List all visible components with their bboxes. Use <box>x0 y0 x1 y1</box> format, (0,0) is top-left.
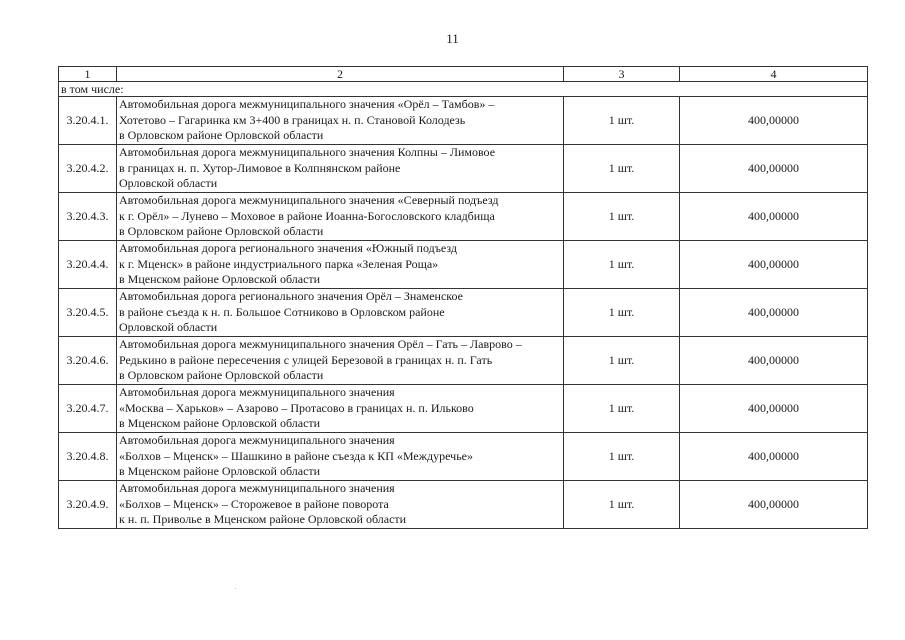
item-number: 3.20.4.2. <box>59 145 117 193</box>
description-line: «Болхов – Мценск» – Шашкино в районе съезда к КП «Междуречье» <box>119 448 473 463</box>
table-row <box>59 337 868 385</box>
description-line: в границах н. п. Хутор-Лимовое в Колпнянском районе <box>119 160 401 175</box>
item-quantity: 1 шт. <box>564 481 680 529</box>
item-value: 400,00000 <box>680 193 868 241</box>
item-number: 3.20.4.6. <box>59 337 117 385</box>
table-row <box>59 145 868 193</box>
table-row <box>59 289 868 337</box>
item-quantity: 1 шт. <box>564 145 680 193</box>
description-line: Орловской области <box>119 176 218 191</box>
description-line: Автомобильная дорога межмуниципального значения Колпны – Лимовое <box>119 145 496 160</box>
description-line: в районе съезда к н. п. Большое Сотниково в Орловском районе <box>119 304 445 319</box>
header-cell-2: 2 <box>117 67 564 82</box>
item-value: 400,00000 <box>680 289 868 337</box>
description-line: Автомобильная дорога межмуниципального значения «Орёл – Тамбов» – <box>119 97 495 112</box>
table-row <box>59 241 868 289</box>
item-description <box>117 97 564 145</box>
item-quantity: 1 шт. <box>564 289 680 337</box>
item-description <box>117 337 564 385</box>
description-line: Автомобильная дорога межмуниципального значения <box>119 433 395 448</box>
description-line: Автомобильная дорога межмуниципального значения <box>119 481 395 496</box>
item-quantity: 1 шт. <box>564 433 680 481</box>
description-line: Автомобильная дорога межмуниципального значения Орёл – Гать – Лаврово – <box>119 337 522 352</box>
item-number: 3.20.4.8. <box>59 433 117 481</box>
description-line: Редькино в районе пересечения с улицей Березовой в границах н. п. Гать <box>119 352 493 367</box>
description-line: к н. п. Приволье в Мценском районе Орловской области <box>119 512 407 527</box>
description-line: Автомобильная дорога межмуниципального значения <box>119 385 395 400</box>
item-description <box>117 481 564 529</box>
item-description <box>117 385 564 433</box>
scan-speck <box>235 588 236 589</box>
description-line: Автомобильная дорога регионального значения Орёл – Знаменское <box>119 289 463 304</box>
item-number: 3.20.4.5. <box>59 289 117 337</box>
table-row <box>59 481 868 529</box>
subheader-cell: в том числе: <box>59 82 868 97</box>
item-value: 400,00000 <box>680 241 868 289</box>
item-value: 400,00000 <box>680 481 868 529</box>
header-cell-1: 1 <box>59 67 117 82</box>
item-quantity: 1 шт. <box>564 193 680 241</box>
item-quantity: 1 шт. <box>564 241 680 289</box>
subheader-row <box>59 82 868 97</box>
item-number: 3.20.4.1. <box>59 97 117 145</box>
item-value: 400,00000 <box>680 337 868 385</box>
header-row <box>59 67 868 82</box>
item-description <box>117 433 564 481</box>
item-description <box>117 289 564 337</box>
description-line: в Мценском районе Орловской области <box>119 416 321 431</box>
description-line: в Мценском районе Орловской области <box>119 464 321 479</box>
item-number: 3.20.4.9. <box>59 481 117 529</box>
table-row <box>59 97 868 145</box>
description-line: Хотетово – Гагаринка км 3+400 в границах н. п. Становой Колодезь <box>119 112 466 127</box>
description-line: «Болхов – Мценск» – Сторожевое в районе поворота <box>119 496 389 511</box>
item-value: 400,00000 <box>680 433 868 481</box>
item-quantity: 1 шт. <box>564 97 680 145</box>
item-description <box>117 145 564 193</box>
item-description <box>117 241 564 289</box>
item-number: 3.20.4.3. <box>59 193 117 241</box>
item-value: 400,00000 <box>680 97 868 145</box>
header-cell-4: 4 <box>680 67 868 82</box>
page-number: 11 <box>446 31 459 46</box>
description-line: в Мценском районе Орловской области <box>119 272 321 287</box>
description-line: к г. Орёл» – Лунево – Моховое в районе Иоанна-Богословского кладбища <box>119 208 495 223</box>
item-quantity: 1 шт. <box>564 337 680 385</box>
description-line: в Орловском районе Орловской области <box>119 368 324 383</box>
description-line: к г. Мценск» в районе индустриального парка «Зеленая Роща» <box>119 256 439 271</box>
header-cell-3: 3 <box>564 67 680 82</box>
description-line: Автомобильная дорога межмуниципального значения «Северный подъезд <box>119 193 499 208</box>
item-quantity: 1 шт. <box>564 385 680 433</box>
item-value: 400,00000 <box>680 385 868 433</box>
description-line: «Москва – Харьков» – Азарово – Протасово в границах н. п. Ильково <box>119 400 474 415</box>
table-row <box>59 385 868 433</box>
item-description <box>117 193 564 241</box>
table-row <box>59 193 868 241</box>
infrastructure-table <box>58 66 868 529</box>
description-line: Орловской области <box>119 320 218 335</box>
table-row <box>59 433 868 481</box>
description-line: в Орловском районе Орловской области <box>119 128 324 143</box>
description-line: в Орловском районе Орловской области <box>119 224 324 239</box>
item-number: 3.20.4.7. <box>59 385 117 433</box>
item-number: 3.20.4.4. <box>59 241 117 289</box>
description-line: Автомобильная дорога регионального значения «Южный подъезд <box>119 241 458 256</box>
item-value: 400,00000 <box>680 145 868 193</box>
